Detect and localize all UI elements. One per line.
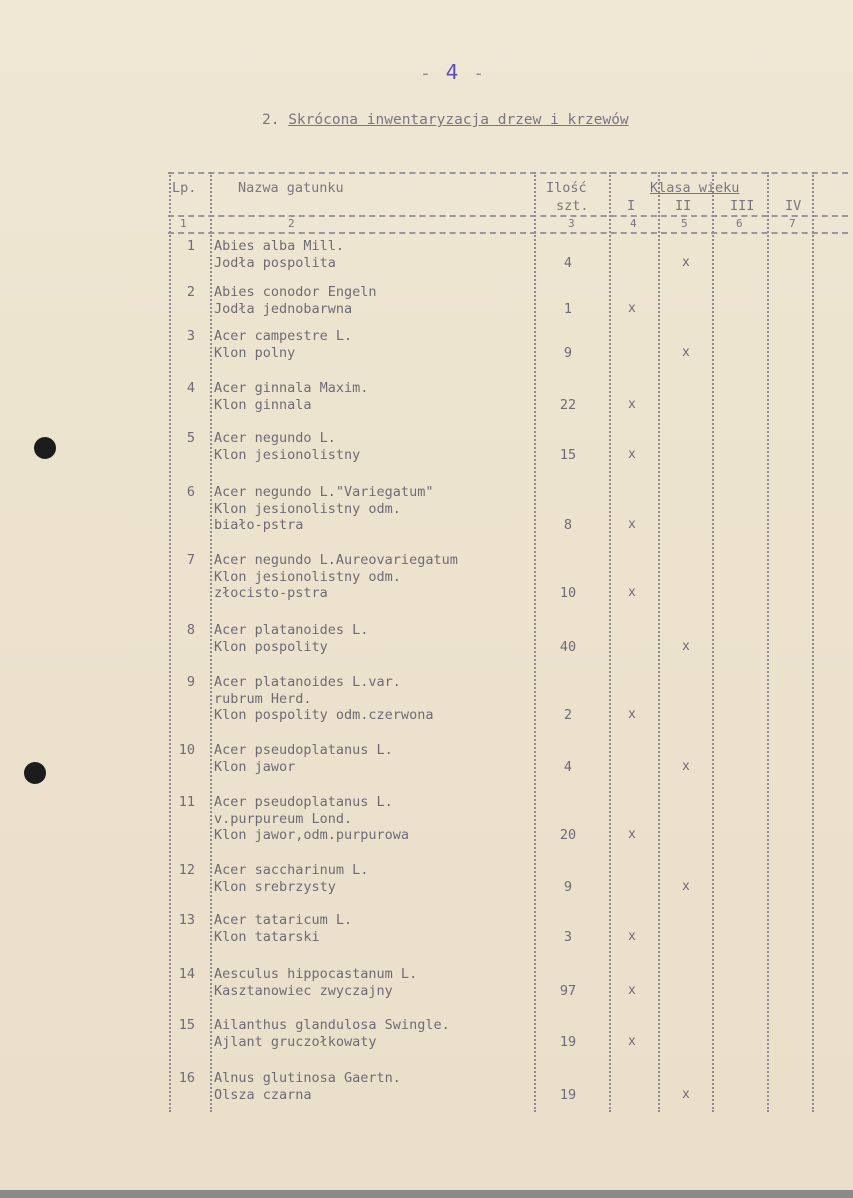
row-lp: 3 [186,328,195,344]
row-polish-name: Klon srebrzysty [214,878,336,895]
row-lp: 2 [186,284,195,300]
row-latin-name: Abies conodor Engeln [214,284,377,300]
row-age-class-mark: x [628,1033,636,1049]
punch-hole [24,762,46,784]
row-quantity: 22 [559,396,577,413]
row-lp: 16 [178,1070,195,1086]
row-latin-name: Acer saccharinum L. [214,862,369,878]
section-number: 2. [262,112,280,128]
column-number: 7 [789,217,796,230]
header-lp: Lp. [172,180,197,196]
row-quantity: 40 [559,638,577,655]
header-age-col-3: III [730,198,755,214]
row-polish-name: Olsza czarna [214,1086,312,1103]
row-lp: 8 [186,622,195,638]
row-age-class-mark: x [682,638,690,654]
row-species-name [214,1017,450,1050]
row-latin-name: Acer pseudoplatanus L. [214,742,393,758]
row-polish-name: Jodła pospolita [214,254,336,271]
row-age-class-mark: x [628,585,636,600]
row-age-class-mark: x [628,707,636,722]
row-lp: 12 [178,862,195,878]
row-species-name [214,1070,401,1103]
row-quantity: 3 [563,928,573,945]
column-separator [210,172,212,1112]
row-lp: 5 [186,430,195,446]
page-number: - 4 - [420,60,487,84]
header-age-col-2: II [675,198,692,214]
table-rule-top [168,172,848,174]
row-species-name [214,430,360,463]
row-latin-name: Ailanthus glandulosa Swingle. [214,1017,450,1033]
row-age-class-mark: x [628,982,636,998]
row-polish-name: Ajlant gruczołkowaty [214,1033,377,1050]
row-quantity: 9 [563,344,573,361]
column-separator [658,172,660,1112]
row-lp: 6 [186,484,195,500]
row-latin-name: Acer tataricum L. [214,912,353,928]
row-quantity: 97 [559,982,577,999]
column-separator [812,172,814,1112]
row-lp: 13 [178,912,195,928]
row-species-name [214,328,352,361]
row-species-name [214,674,433,724]
row-quantity: 19 [559,1033,577,1050]
column-number: 3 [568,217,575,230]
row-polish-name: Klon jesionolistny odm. biało-pstra [214,500,401,533]
row-quantity: 10 [559,585,577,601]
column-separator [712,172,714,1112]
row-latin-name: Acer negundo L.Aureovariegatum [214,552,458,568]
row-polish-name: Klon tatarski [214,928,320,945]
header-qty: Ilość [546,180,587,196]
header-age-class: Klasa wieku [650,180,740,196]
row-lp: 14 [178,966,195,982]
row-polish-name: Kasztanowiec zwyczajny [214,982,393,999]
section-title-text: Skrócona inwentaryzacja drzew i krzewów [288,112,629,128]
row-species-name [214,862,368,895]
row-age-class-mark: x [628,928,636,944]
row-polish-name: Klon polny [214,344,296,361]
row-species-name [214,794,409,844]
row-age-class-mark: x [682,1086,690,1102]
row-species-name [214,742,393,775]
row-latin-name: Acer platanoides L.var. rubrum Herd. [214,674,401,707]
header-qty-unit: szt. [556,198,589,214]
row-quantity: 1 [563,300,573,317]
row-polish-name: Klon jesionolistny [214,446,361,463]
row-quantity: 2 [563,707,573,723]
row-lp: 7 [186,552,195,568]
row-lp: 4 [186,380,195,396]
row-lp: 1 [186,238,195,254]
row-species-name [214,284,377,317]
row-species-name [214,552,458,602]
row-quantity: 4 [563,758,573,775]
row-age-class-mark: x [682,254,690,270]
row-polish-name: Klon jesionolistny odm. złocisto-pstra [214,568,401,601]
header-age-col-1: I [627,198,636,214]
column-number: 2 [288,217,295,230]
header-name: Nazwa gatunku [238,180,344,196]
row-polish-name: Klon jawor [214,758,296,775]
row-lp: 11 [178,794,195,810]
row-polish-name: Klon ginnala [214,396,312,413]
row-latin-name: Acer platanoides L. [214,622,369,638]
header-age-col-4: IV [785,198,802,214]
row-age-class-mark: x [628,517,636,532]
row-quantity: 8 [563,517,573,533]
column-number: 5 [681,217,688,230]
row-latin-name: Acer negundo L. [214,430,336,446]
row-quantity: 19 [559,1086,577,1103]
row-lp: 10 [178,742,195,758]
row-latin-name: Acer campestre L. [214,328,353,344]
row-latin-name: Abies alba Mill. [214,238,345,254]
row-species-name [214,238,344,271]
row-lp: 15 [178,1017,195,1033]
row-polish-name: Jodła jednobarwna [214,300,353,317]
row-latin-name: Aesculus hippocastanum L. [214,966,418,982]
row-latin-name: Alnus glutinosa Gaertn. [214,1070,401,1086]
row-age-class-mark: x [628,396,636,412]
row-quantity: 20 [559,827,577,843]
row-lp: 9 [186,674,195,690]
row-age-class-mark: x [682,878,690,894]
row-quantity: 9 [563,878,573,895]
table-rule-numbers [168,232,848,234]
row-quantity: 4 [563,254,573,271]
row-age-class-mark: x [628,300,636,316]
table-rule-header [168,215,848,217]
row-age-class-mark: x [682,344,690,360]
row-latin-name: Acer ginnala Maxim. [214,380,369,396]
row-species-name [214,484,433,534]
page-number-value: 4 [445,60,461,84]
column-number: 6 [736,217,743,230]
row-age-class-mark: x [628,446,636,462]
row-quantity: 15 [559,446,577,463]
punch-hole [34,437,56,459]
row-age-class-mark: x [682,758,690,774]
row-polish-name: Klon jawor,odm.purpurowa [214,827,410,843]
row-polish-name: Klon pospolity [214,638,328,655]
row-species-name [214,912,352,945]
column-separator [534,172,536,1112]
column-number: 4 [630,217,637,230]
row-age-class-mark: x [628,827,636,842]
section-title [262,112,629,128]
row-latin-name: Acer negundo L."Variegatum" [214,484,434,500]
column-separator [767,172,769,1112]
scan-edge [0,1190,853,1198]
column-number: 1 [180,217,187,230]
row-species-name [214,622,368,655]
row-latin-name: Acer pseudoplatanus L. v.purpureum Lond. [214,794,393,827]
row-species-name [214,380,368,413]
row-species-name [214,966,417,999]
row-polish-name: Klon pospolity odm.czerwona [214,707,434,723]
column-separator [609,172,611,1112]
